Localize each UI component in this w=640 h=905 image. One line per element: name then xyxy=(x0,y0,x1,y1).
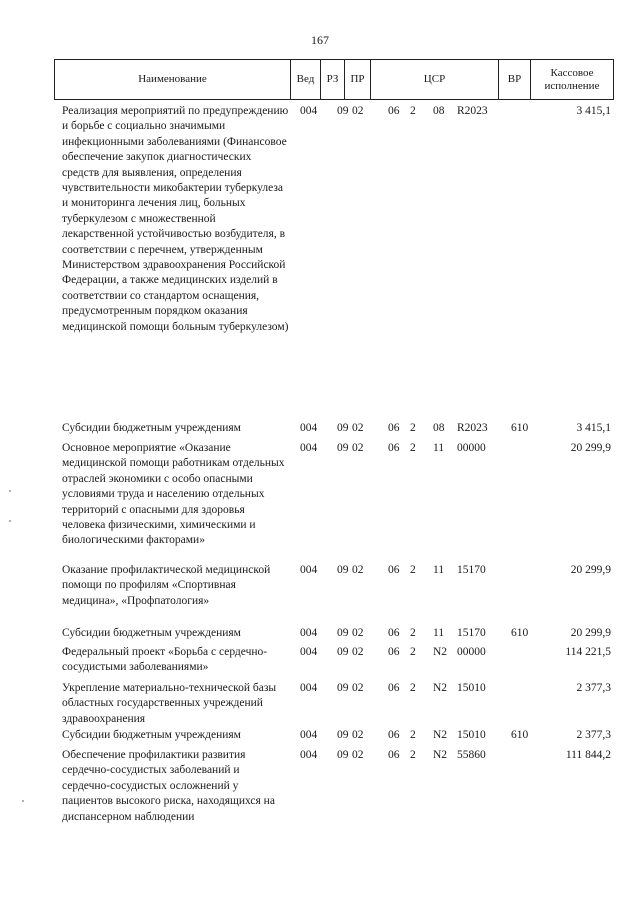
row-csr-2: 2 xyxy=(410,646,416,658)
row-csr-2: 2 xyxy=(410,442,416,454)
page-number: 167 xyxy=(311,33,329,47)
row-rz: 09 xyxy=(337,442,349,454)
row-ved: 004 xyxy=(300,646,318,658)
header-ved: Вед xyxy=(291,60,321,99)
row-ved: 004 xyxy=(300,564,318,576)
row-csr-4: R2023 xyxy=(457,422,488,434)
row-csr-1: 06 xyxy=(388,749,400,761)
row-csr-1: 06 xyxy=(388,729,400,741)
row-pr: 02 xyxy=(352,442,364,454)
row-name: Укрепление материально-технической базы областных государственных учреждений здравоохранения xyxy=(62,682,277,725)
row-csr-1: 06 xyxy=(388,422,400,434)
row-pr: 02 xyxy=(352,564,364,576)
row-csr-2: 2 xyxy=(410,682,416,694)
row-csr-1: 06 xyxy=(388,627,400,639)
row-vr: 610 xyxy=(511,627,529,639)
row-csr-4: 55860 xyxy=(457,749,486,761)
row-amount: 20 299,9 xyxy=(570,564,611,576)
row-ved: 004 xyxy=(300,422,318,434)
row-csr-3: N2 xyxy=(433,682,448,694)
row-csr-1: 06 xyxy=(388,564,400,576)
row-pr: 02 xyxy=(352,627,364,639)
row-ved: 004 xyxy=(300,627,318,639)
row-name: Обеспечение профилактики развития сердечно-сосудистых заболеваний и сердечно-сосудистых осложнений у пациентов высокого риска, находящихся на диспансерном наблюдении xyxy=(62,749,275,823)
row-amount: 2 377,3 xyxy=(576,682,611,694)
row-pr: 02 xyxy=(352,749,364,761)
row-csr-2: 2 xyxy=(410,564,416,576)
header-name: Наименование xyxy=(55,60,291,99)
row-name: Субсидии бюджетным учреждениям xyxy=(62,729,241,741)
row-pr: 02 xyxy=(352,105,364,117)
row-amount: 3 415,1 xyxy=(576,105,611,117)
row-vr: 610 xyxy=(511,422,529,434)
row-rz: 09 xyxy=(337,627,349,639)
row-name: Субсидии бюджетным учреждениям xyxy=(62,422,241,434)
header-amount: Кассовое исполнение xyxy=(544,66,600,92)
row-csr-4: 15010 xyxy=(457,729,486,741)
row-ved: 004 xyxy=(300,682,318,694)
header-vr: ВР xyxy=(499,60,531,99)
row-pr: 02 xyxy=(352,646,364,658)
row-rz: 09 xyxy=(337,682,349,694)
scan-speck xyxy=(22,800,24,802)
row-rz: 09 xyxy=(337,105,349,117)
row-csr-4: 15010 xyxy=(457,682,486,694)
row-csr-3: N2 xyxy=(433,646,448,658)
scan-speck xyxy=(9,520,11,522)
row-rz: 09 xyxy=(337,564,349,576)
table-header xyxy=(54,59,614,100)
header-pr: ПР xyxy=(345,60,371,99)
row-csr-1: 06 xyxy=(388,646,400,658)
row-csr-2: 2 xyxy=(410,105,416,117)
row-csr-3: 11 xyxy=(433,627,445,639)
row-csr-2: 2 xyxy=(410,422,416,434)
row-csr-1: 06 xyxy=(388,682,400,694)
header-csr: ЦСР xyxy=(371,60,499,99)
row-csr-4: 00000 xyxy=(457,442,486,454)
row-csr-1: 06 xyxy=(388,442,400,454)
row-pr: 02 xyxy=(352,682,364,694)
row-csr-2: 2 xyxy=(410,627,416,639)
row-pr: 02 xyxy=(352,729,364,741)
row-amount: 111 844,2 xyxy=(565,749,611,761)
scan-speck xyxy=(9,490,11,492)
row-ved: 004 xyxy=(300,729,318,741)
row-csr-2: 2 xyxy=(410,729,416,741)
row-csr-3: 11 xyxy=(433,564,445,576)
row-csr-1: 06 xyxy=(388,105,400,117)
row-amount: 114 221,5 xyxy=(565,646,611,658)
row-csr-3: N2 xyxy=(433,729,448,741)
row-csr-4: R2023 xyxy=(457,105,488,117)
row-ved: 004 xyxy=(300,105,318,117)
row-ved: 004 xyxy=(300,749,318,761)
row-name: Основное мероприятие «Оказание медицинской помощи работникам отдельных отраслей экономики с особо опасными условиями труда и населению отдельных территорий с опасными для здоровья человека физическими, химическими и биологическими факторами» xyxy=(62,442,285,547)
row-vr: 610 xyxy=(511,729,529,741)
row-rz: 09 xyxy=(337,646,349,658)
row-csr-4: 15170 xyxy=(457,564,486,576)
row-rz: 09 xyxy=(337,422,349,434)
row-csr-4: 00000 xyxy=(457,646,486,658)
row-name: Федеральный проект «Борьба с сердечно-сосудистыми заболеваниями» xyxy=(62,646,268,674)
row-csr-3: 08 xyxy=(433,105,445,117)
row-rz: 09 xyxy=(337,749,349,761)
row-name: Реализация мероприятий по предупреждению и борьбе с социально значимыми инфекционными заболеваниями (Финансовое обеспечение закупок диагностических средств для выявления, определения чувствительности микобактерии туберкулеза и мониторинга лечения лиц, больных туберкулезом с множественной лекарственной устойчивостью возбудителя, в соответствии с перечнем, утвержденным Министерством здравоохранения Российской Федерации, а также медицинских изделий в соответствии со стандартом оснащения, предусмотренным порядком оказания медицинской помощи больным туберкулезом) xyxy=(62,105,289,333)
row-csr-3: 11 xyxy=(433,442,445,454)
row-amount: 3 415,1 xyxy=(576,422,611,434)
row-name: Субсидии бюджетным учреждениям xyxy=(62,627,241,639)
row-amount: 20 299,9 xyxy=(570,442,611,454)
row-ved: 004 xyxy=(300,442,318,454)
row-csr-3: 08 xyxy=(433,422,445,434)
row-amount: 20 299,9 xyxy=(570,627,611,639)
row-name: Оказание профилактической медицинской помощи по профилям «Спортивная медицина», «Профпатология» xyxy=(62,564,271,607)
row-csr-3: N2 xyxy=(433,749,448,761)
row-rz: 09 xyxy=(337,729,349,741)
header-rz: РЗ xyxy=(321,60,345,99)
row-csr-4: 15170 xyxy=(457,627,486,639)
row-csr-2: 2 xyxy=(410,749,416,761)
row-amount: 2 377,3 xyxy=(576,729,611,741)
row-pr: 02 xyxy=(352,422,364,434)
